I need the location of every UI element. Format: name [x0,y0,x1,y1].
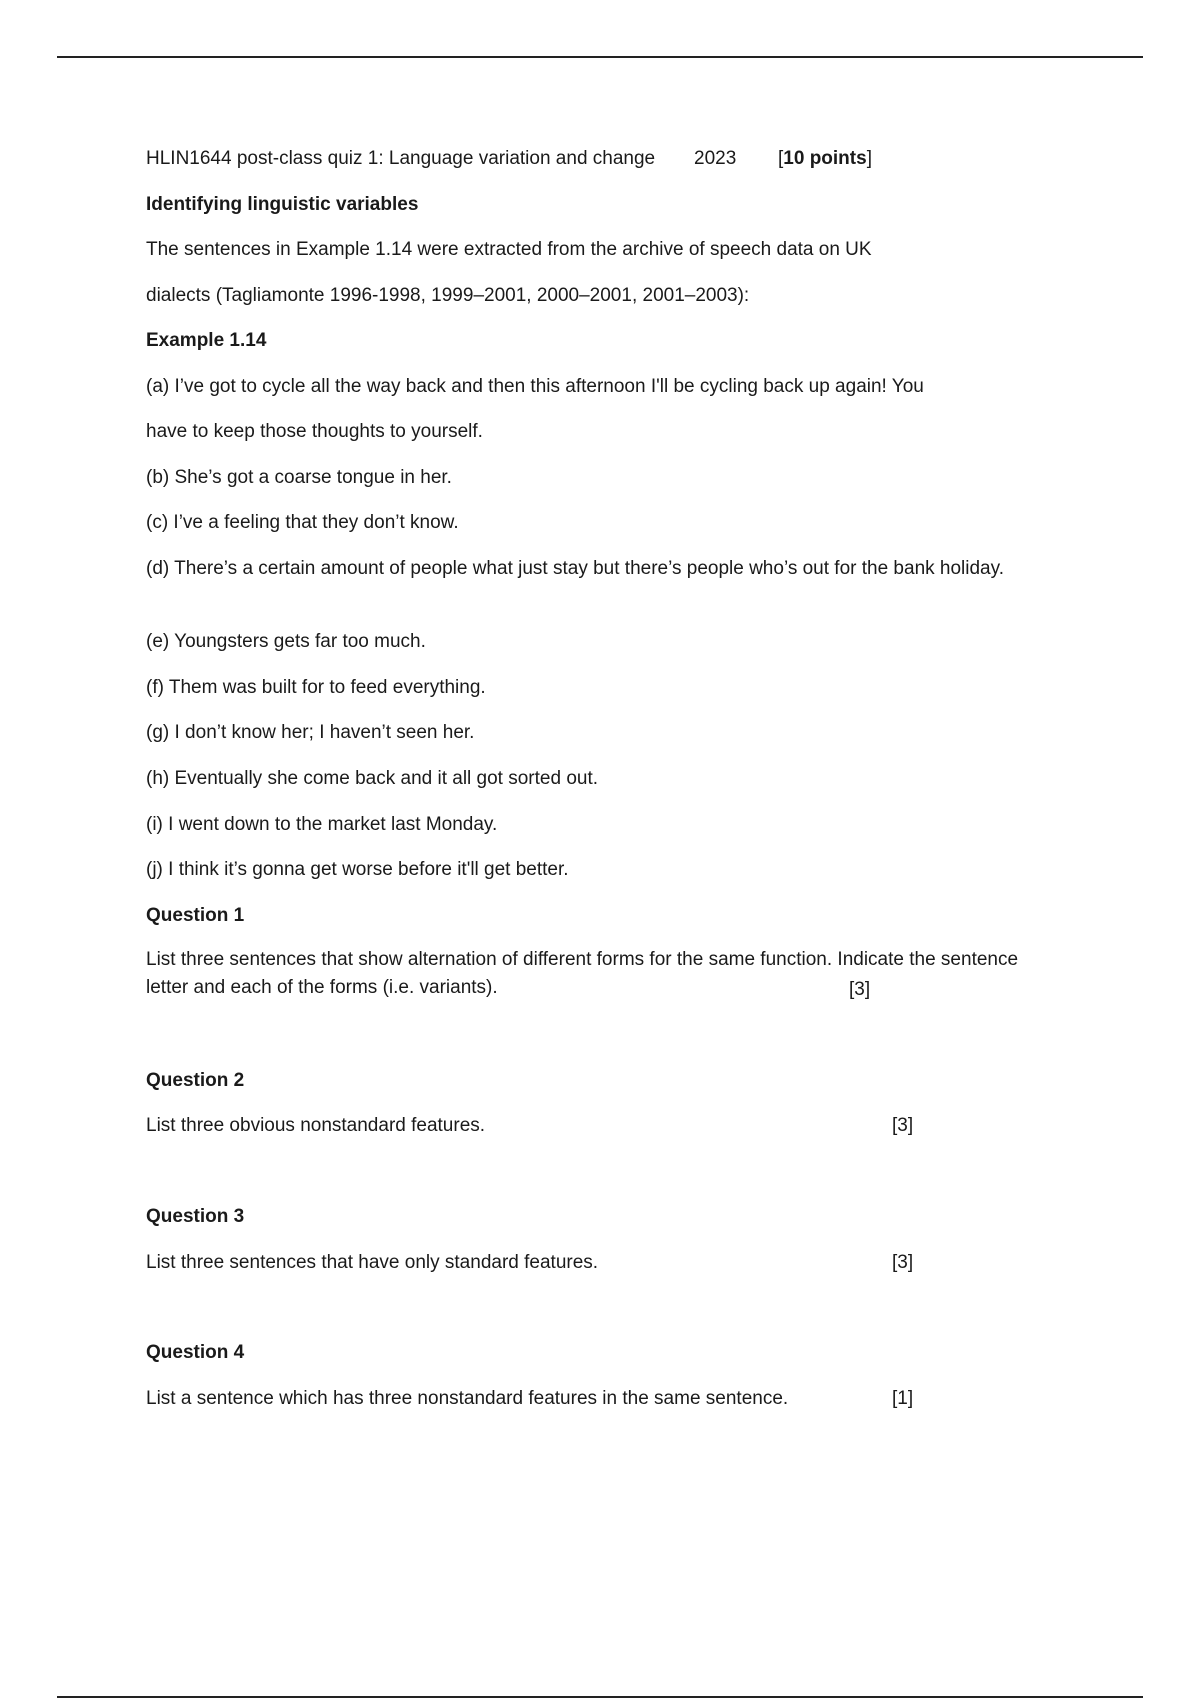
example-h: (h) Eventually she come back and it all got sorted out. [146,768,599,789]
example-d: (d) There’s a certain amount of people what just stay but there’s people who’s out for the bank holiday. [146,558,1004,579]
question-2-marks: [3] [892,1115,914,1136]
question-3-heading: Question 3 [146,1206,245,1227]
quiz-title: HLIN1644 post-class quiz 1: Language variation and change [146,148,656,169]
question-2-heading: Question 2 [146,1070,245,1091]
intro-line-1: The sentences in Example 1.14 were extracted from the archive of speech data on UK [146,239,872,260]
bottom-rule [57,1696,1143,1698]
example-c: (c) I’ve a feeling that they don’t know. [146,512,459,533]
question-1-heading: Question 1 [146,905,245,926]
example-b: (b) She’s got a coarse tongue in her. [146,467,452,488]
question-4-text: List a sentence which has three nonstandard features in the same sentence. [146,1388,789,1409]
question-1-marks: [3] [849,979,871,1000]
question-3-text: List three sentences that have only standard features. [146,1252,599,1273]
quiz-year: 2023 [694,148,737,169]
example-j: (j) I think it’s gonna get worse before it'll get better. [146,859,569,880]
points-label: 10 points [783,148,867,169]
example-a-line-2: have to keep those thoughts to yourself. [146,421,483,442]
top-rule [57,56,1143,58]
intro-line-2: dialects (Tagliamonte 1996-1998, 1999–2001, 2000–2001, 2001–2003): [146,285,750,306]
quiz-title-line [146,145,655,173]
example-heading: Example 1.14 [146,330,267,351]
question-1-text: List three sentences that show alternation of different forms for the same function. Indicate the sentence letter and each of the forms (i.e. variants). [146,949,1019,998]
example-f: (f) Them was built for to feed everything. [146,677,486,698]
question-4-heading: Question 4 [146,1342,245,1363]
question-4-marks: [1] [892,1388,914,1409]
question-3-marks: [3] [892,1252,914,1273]
example-g: (g) I don’t know her; I haven’t seen her. [146,722,475,743]
question-2-text: List three obvious nonstandard features. [146,1115,486,1136]
quiz-points: [10 points] [778,148,872,169]
section-heading: Identifying linguistic variables [146,194,419,215]
example-i: (i) I went down to the market last Monday. [146,814,498,835]
example-e: (e) Youngsters gets far too much. [146,631,426,652]
example-a-line-1: (a) I’ve got to cycle all the way back and then this afternoon I'll be cycling back up again! You [146,376,924,397]
